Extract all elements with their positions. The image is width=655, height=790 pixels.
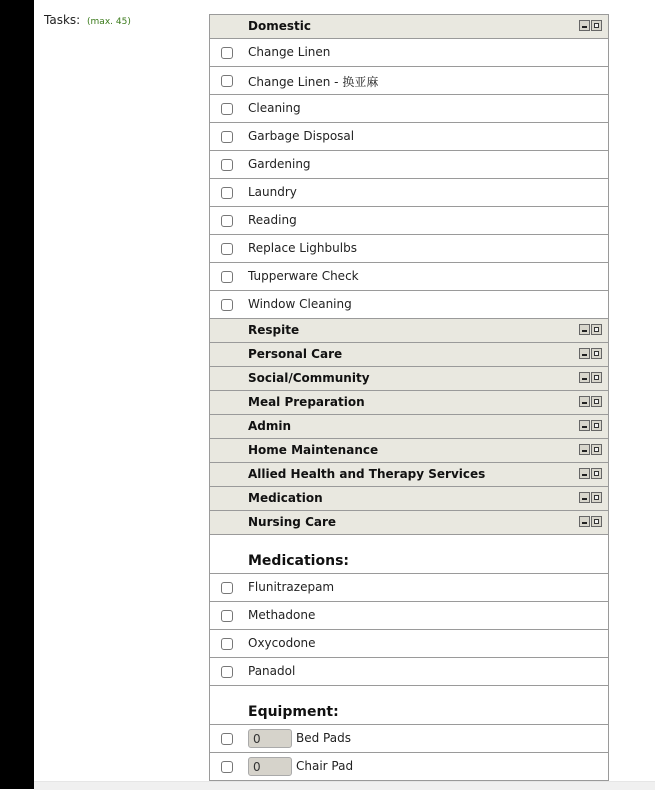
category-header-admin[interactable]: [210, 415, 608, 439]
category-header-allied-health[interactable]: [210, 463, 608, 487]
task-label: Cleaning: [248, 101, 301, 115]
category-header-respite[interactable]: [210, 319, 608, 343]
task-checkbox[interactable]: [221, 243, 233, 255]
category-controls: [579, 396, 602, 407]
maximize-icon[interactable]: [591, 492, 602, 503]
medication-checkbox[interactable]: [221, 610, 233, 622]
category-controls: [579, 444, 602, 455]
task-row: [210, 207, 608, 235]
category-title: Domestic: [248, 19, 311, 33]
task-row: [210, 179, 608, 207]
category-header-social-community[interactable]: [210, 367, 608, 391]
task-checkbox[interactable]: [221, 299, 233, 311]
minimize-icon[interactable]: [579, 516, 590, 527]
task-label: Reading: [248, 213, 297, 227]
minimize-icon[interactable]: [579, 372, 590, 383]
medication-checkbox[interactable]: [221, 666, 233, 678]
task-row: [210, 39, 608, 67]
task-label: Window Cleaning: [248, 297, 352, 311]
minimize-icon[interactable]: [579, 492, 590, 503]
task-row: [210, 67, 608, 95]
medication-checkbox[interactable]: [221, 638, 233, 650]
category-controls: [579, 492, 602, 503]
medication-row: [210, 602, 608, 630]
maximize-icon[interactable]: [591, 420, 602, 431]
tasks-field-label: [44, 13, 131, 27]
task-checkbox[interactable]: [221, 131, 233, 143]
maximize-icon[interactable]: [591, 20, 602, 31]
task-label: Garbage Disposal: [248, 129, 355, 143]
category-title: Home Maintenance: [248, 443, 379, 457]
category-controls: [579, 420, 602, 431]
task-label: Change Linen - 换亚麻: [248, 75, 379, 89]
tasks-label-text: Tasks:: [44, 13, 81, 27]
category-header-meal-preparation[interactable]: [210, 391, 608, 415]
category-title: Meal Preparation: [248, 395, 365, 409]
category-controls: [579, 324, 602, 335]
equipment-label: Bed Pads: [296, 731, 351, 745]
left-sidebar-strip: [0, 0, 34, 789]
task-checkbox[interactable]: [221, 75, 233, 87]
task-checkbox[interactable]: [221, 187, 233, 199]
medication-label: Flunitrazepam: [248, 580, 335, 594]
category-controls: [579, 372, 602, 383]
equipment-title: Equipment:: [248, 704, 339, 720]
category-header-personal-care[interactable]: [210, 343, 608, 367]
minimize-icon[interactable]: [579, 348, 590, 359]
category-title: Social/Community: [248, 371, 370, 385]
category-header-medication[interactable]: [210, 487, 608, 511]
minimize-icon[interactable]: [579, 468, 590, 479]
medications-section: [210, 535, 608, 574]
minimize-icon[interactable]: [579, 324, 590, 335]
category-title: Personal Care: [248, 347, 343, 361]
medications-title: Medications:: [248, 553, 350, 569]
category-title: Admin: [248, 419, 292, 433]
task-checkbox[interactable]: [221, 103, 233, 115]
category-header-home-maintenance[interactable]: [210, 439, 608, 463]
task-checkbox[interactable]: [221, 47, 233, 59]
task-checkbox[interactable]: [221, 159, 233, 171]
task-label: Laundry: [248, 185, 297, 199]
equipment-checkbox[interactable]: [221, 761, 233, 773]
minimize-icon[interactable]: [579, 20, 590, 31]
task-label: Change Linen: [248, 45, 331, 59]
equipment-quantity-input[interactable]: 0: [248, 729, 292, 748]
maximize-icon[interactable]: [591, 516, 602, 527]
category-controls: [579, 20, 602, 31]
minimize-icon[interactable]: [579, 420, 590, 431]
task-row: [210, 123, 608, 151]
task-label: Replace Lighbulbs: [248, 241, 357, 255]
task-row: [210, 95, 608, 123]
maximize-icon[interactable]: [591, 372, 602, 383]
task-checkbox[interactable]: [221, 271, 233, 283]
category-controls: [579, 348, 602, 359]
maximize-icon[interactable]: [591, 396, 602, 407]
task-row: [210, 263, 608, 291]
task-row: [210, 151, 608, 179]
equipment-row: [210, 753, 608, 781]
category-controls: [579, 468, 602, 479]
equipment-quantity-input[interactable]: 0: [248, 757, 292, 776]
tasks-grid: [209, 14, 609, 781]
category-title: Respite: [248, 323, 300, 337]
category-title: Medication: [248, 491, 323, 505]
equipment-label: Chair Pad: [296, 759, 354, 773]
medication-row: [210, 574, 608, 602]
tasks-max-hint: (max. 45): [87, 17, 131, 27]
medication-row: [210, 630, 608, 658]
maximize-icon[interactable]: [591, 324, 602, 335]
maximize-icon[interactable]: [591, 348, 602, 359]
equipment-section: [210, 686, 608, 725]
category-title: Nursing Care: [248, 515, 337, 529]
category-controls: [579, 516, 602, 527]
category-header-domestic[interactable]: [210, 15, 608, 39]
category-header-nursing-care[interactable]: [210, 511, 608, 535]
maximize-icon[interactable]: [591, 444, 602, 455]
medication-checkbox[interactable]: [221, 582, 233, 594]
minimize-icon[interactable]: [579, 444, 590, 455]
task-row: [210, 235, 608, 263]
task-label: Tupperware Check: [248, 269, 359, 283]
task-row: [210, 291, 608, 319]
category-title: Allied Health and Therapy Services: [248, 467, 486, 481]
medication-label: Methadone: [248, 608, 316, 622]
task-checkbox[interactable]: [221, 215, 233, 227]
medication-label: Panadol: [248, 664, 296, 678]
medication-label: Oxycodone: [248, 636, 316, 650]
equipment-row: [210, 725, 608, 753]
minimize-icon[interactable]: [579, 396, 590, 407]
maximize-icon[interactable]: [591, 468, 602, 479]
task-label: Gardening: [248, 157, 311, 171]
medication-row: [210, 658, 608, 686]
equipment-checkbox[interactable]: [221, 733, 233, 745]
